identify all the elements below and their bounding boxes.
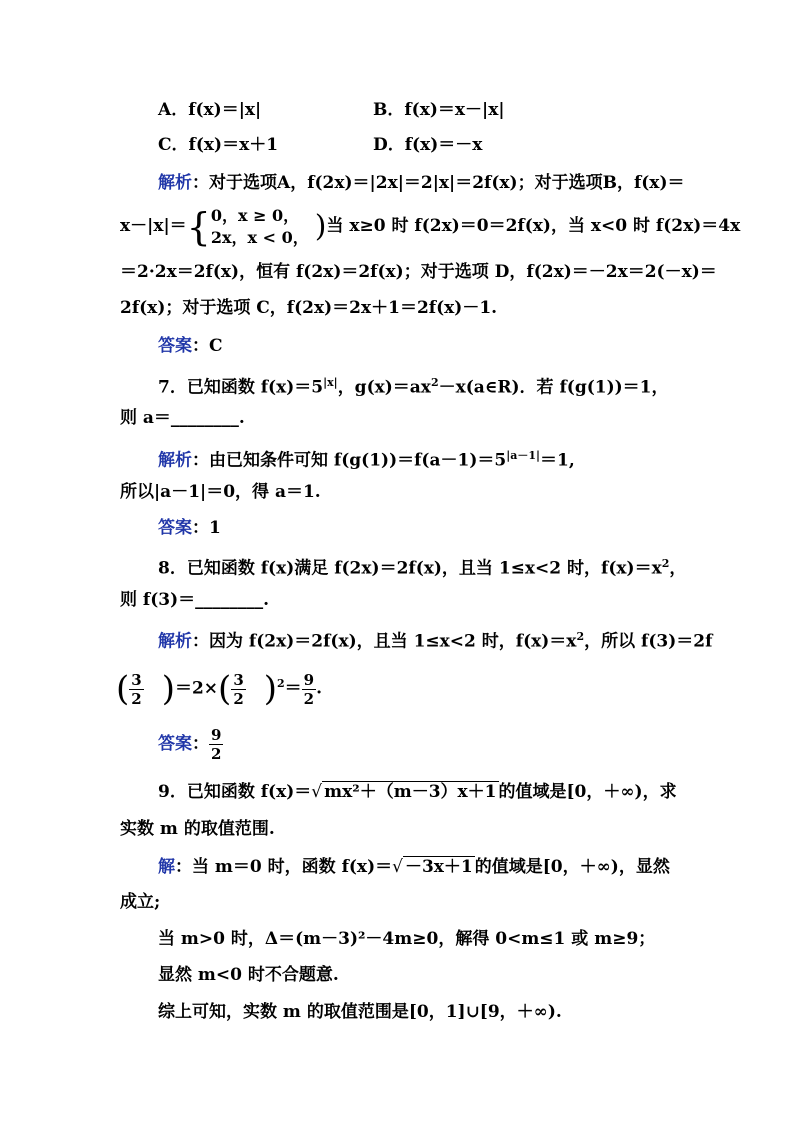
left-brace-icon: { (186, 204, 211, 249)
q7-analysis-line2: 所以|a－1|＝0，得 a＝1. (120, 482, 321, 502)
sqrt-icon: √ (392, 857, 403, 877)
q9-stem-line2: 实数 m 的取值范围. (120, 819, 275, 839)
fraction: $\frac{9}{2}$ (303, 670, 315, 708)
answer-label: 答案 (158, 734, 192, 754)
option-c: C．f(x)＝x＋1 (158, 135, 279, 155)
right-paren-icon: ) (314, 208, 327, 244)
left-paren-icon: ( (218, 669, 232, 710)
piecewise-cases: 0，x ≥ 0， 2x，x < 0， (210, 205, 309, 247)
q6-answer: 答案：C (158, 336, 223, 356)
option-a: A．f(x)＝|x| (158, 100, 262, 120)
q9-solution-line4: 显然 m<0 时不合题意. (158, 965, 339, 985)
q7-answer: 答案：1 (158, 518, 221, 538)
q9-solution-line3: 当 m>0 时，Δ＝(m－3)²－4m≥0，解得 0<m≤1 或 m≥9； (158, 929, 656, 949)
left-paren-icon: ( (116, 669, 130, 710)
analysis-label: 解析 (158, 173, 192, 193)
answer-label: 答案 (158, 518, 192, 538)
right-paren-icon: ) (161, 669, 175, 710)
q6-analysis-line1: 解析：对于选项A，f(2x)＝|2x|＝2|x|＝2f(x)；对于选项B，f(x)＝ (158, 173, 685, 193)
answer-label: 答案 (158, 336, 192, 356)
option-b: B．f(x)＝x－|x| (373, 100, 505, 120)
analysis-label: 解析 (158, 450, 192, 471)
option-d: D．f(x)＝－x (373, 135, 483, 155)
q8-stem-line1: 8．已知函数 f(x)满足 f(2x)＝2f(x)，且当 1≤x<2 时，$f(x)=x^2$， (158, 557, 687, 579)
q8-stem-line2: 则 f(3)＝________. (120, 590, 270, 610)
q7-analysis-line1: 解析：由已知条件可知 $f(g(1))=f(a-1)=5^{|a-1|}=1$, (158, 449, 575, 471)
sqrt-icon: √ (311, 782, 323, 802)
q9-solution-line1: 解：当 m＝0 时，函数 f(x)＝√ －3x＋1 的值域是[0，＋∞)，显然 (158, 857, 670, 877)
q8-analysis-line2: ( $\frac{3}{2}$ )＝2×( $\frac{3}{2}$ )$^2$＝ $\frac{9}{2}$ . (116, 660, 322, 708)
right-paren-icon: ) (263, 669, 278, 710)
q6-analysis-line3: ＝2·2x＝2f(x)，恒有 f(2x)＝2f(x)；对于选项 D，f(2x)＝－2x＝2(－x)＝ (120, 262, 717, 282)
q9-stem-line1: 9．已知函数 f(x)＝√ mx²＋（m－3）x＋1 的值域是[0，＋∞)，求 (158, 782, 677, 802)
solution-label: 解 (158, 857, 175, 877)
q6-analysis-line4: 2f(x)；对于选项 C，f(2x)＝2x＋1＝2f(x)－1. (120, 298, 498, 318)
fraction: $\frac{3}{2}$ (233, 670, 244, 708)
q8-answer: 答案： $\frac{9}{2}$ (158, 726, 222, 763)
analysis-label: 解析 (158, 631, 192, 652)
fraction: $\frac{3}{2}$ (131, 670, 142, 708)
fraction: $\frac{9}{2}$ (211, 726, 222, 763)
q9-solution-line2: 成立; (120, 892, 161, 912)
q7-stem-line2: 则 a＝________. (120, 408, 245, 428)
q6-analysis-line2: x－|x|＝{ 0，x ≥ 0， 2x，x < 0， )当 x≥0 时 f(2x)＝0＝2f(x)，当 x<0 时 f(2x)＝4x (120, 204, 741, 249)
q9-solution-line5: 综上可知，实数 m 的取值范围是[0，1]∪[9，＋∞). (158, 1002, 562, 1022)
q8-analysis-line1: 解析：因为 f(2x)＝2f(x)，且当 1≤x<2 时，$f(x)=x^2$，所以 f(3)＝2f (158, 630, 713, 652)
q7-stem-line1: 7．已知函数 $f(x)=5^{|x|}$，$g(x)=ax^2-x(a\in R)$．若 f(g(1))＝1， (158, 376, 669, 398)
